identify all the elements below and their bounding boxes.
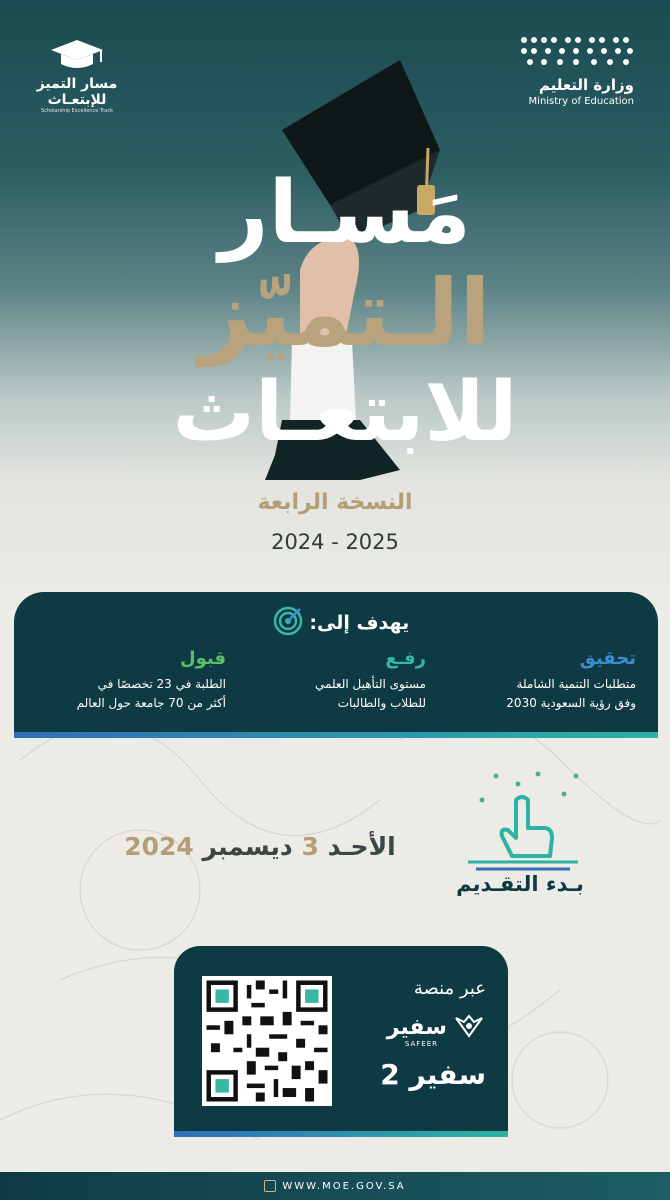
- accent-bar: [174, 1131, 508, 1137]
- target-icon: [273, 606, 303, 641]
- goal-line: للطلاب والطالبات: [337, 696, 426, 710]
- safeer-wings-icon: [452, 1014, 486, 1040]
- goal-line: وفق رؤية السعودية 2030: [506, 696, 636, 710]
- goal-admission: [26, 648, 226, 713]
- web-icon: [264, 1180, 276, 1192]
- goal-line: الطلبة في 23 تخصصًا في: [97, 677, 226, 691]
- apply-start-label: بـدء التقـديم: [456, 872, 584, 896]
- footer-bar: [0, 1172, 670, 1200]
- goal-description: [26, 675, 226, 713]
- goal-achieve: [436, 648, 636, 713]
- program-logo-line1: مسار التميز: [36, 76, 118, 92]
- ministry-name-ar: وزارة التعليم: [538, 76, 634, 94]
- website-link[interactable]: WWW.MOE.GOV.SA: [282, 1181, 406, 1192]
- title-line1: مَسـار: [219, 163, 471, 263]
- academic-years: 2024 - 2025: [271, 530, 399, 554]
- goal-line: متطلبات التنمية الشاملة: [516, 677, 636, 691]
- application-start-date: [100, 832, 420, 861]
- date-year: 2024: [124, 832, 194, 861]
- scholarship-track-logo: [22, 36, 132, 115]
- program-logo-en: Scholarship Excellence Track: [41, 108, 113, 114]
- ministry-dots-icon: [520, 34, 634, 68]
- date-number: 3: [301, 832, 319, 861]
- title-line2: الـتميّز: [199, 260, 491, 367]
- graduation-cap-icon: [47, 36, 107, 72]
- goal-description: [436, 675, 636, 713]
- goals-title-text: يهدف إلى:: [309, 612, 410, 634]
- safeer-logo-en: SAFEER: [404, 1040, 438, 1048]
- qr-code[interactable]: [202, 976, 332, 1106]
- via-platform-label: عبر منصة: [413, 978, 486, 999]
- goals-title: [14, 606, 658, 641]
- safeer-logo: [366, 1014, 486, 1050]
- goal-heading: قبول: [179, 648, 226, 669]
- date-month: ديسمبر: [202, 832, 293, 861]
- program-logo-line2: للإبتعـاث: [47, 92, 107, 108]
- goal-heading: رفـع: [385, 648, 426, 669]
- platform-card: [174, 946, 508, 1131]
- goal-raise: [226, 648, 426, 713]
- date-day: الأحـد: [327, 832, 396, 861]
- goal-line: مستوى التأهيل العلمي: [315, 677, 426, 691]
- goal-description: [226, 675, 426, 713]
- ministry-name-en: Ministry of Education: [528, 96, 634, 107]
- accent-bar: [14, 732, 658, 738]
- ministry-logo: [504, 34, 634, 107]
- goal-heading: تحقيق: [579, 648, 636, 669]
- title-line3: للابتعـاث: [172, 365, 518, 460]
- goal-line: أكثر من 70 جامعة حول العالم: [76, 696, 226, 710]
- safeer-logo-text: سفير: [386, 1014, 447, 1040]
- platform-name: سفير 2: [380, 1058, 486, 1091]
- footer-url-row: [0, 1180, 670, 1192]
- goals-panel: [14, 592, 658, 732]
- edition-label: النسخة الرابعة: [257, 490, 413, 515]
